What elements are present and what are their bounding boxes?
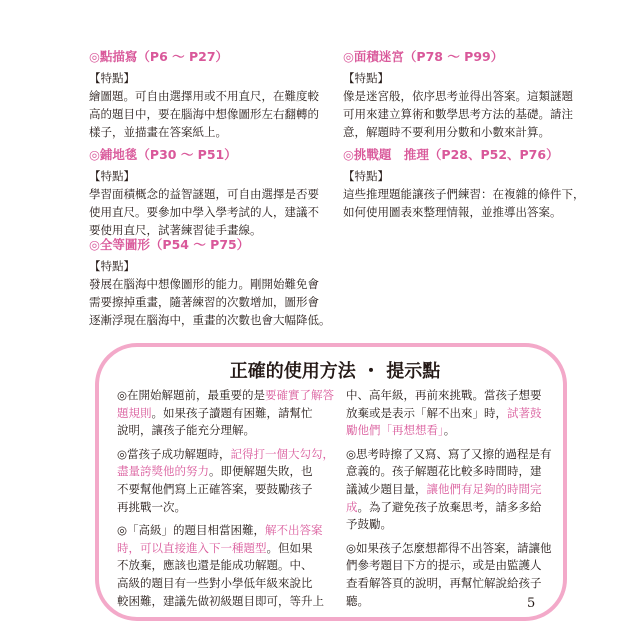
description-line: 逐漸浮現在腦海中，重畫的次數也會大幅降低。 [89, 313, 331, 327]
tip-text: 查看解答頁的說明，再幫忙解說給孩子 [346, 575, 542, 590]
section-congruent-shapes [89, 236, 339, 329]
tip-line [346, 387, 552, 405]
tip-text: 予鼓勵。 [346, 517, 392, 532]
tip-line [117, 557, 334, 575]
highlighted-text: 解不出答案 [265, 523, 323, 538]
section-carpet [89, 146, 339, 239]
highlighted-text: 盡量誇獎他的努力 [117, 464, 209, 479]
feature-label: 【特點】 [343, 169, 389, 183]
description-line: 可用來建立算術和數學思考方法的基礎。請注 [343, 107, 573, 121]
highlighted-text: 試著鼓 [507, 405, 542, 420]
tip-text: 。但如果 [266, 540, 313, 555]
description-line: 發展在腦海中想像圖形的能力。剛開始難免會 [89, 277, 319, 291]
tip-line [346, 481, 552, 499]
tip-text: 不放棄，應該也還是能成功解題。中、 [117, 558, 313, 573]
description-line: 這些推理題能讓孩子們練習：在複雜的條件下， [343, 187, 585, 201]
highlighted-text: 勵他們「再想想看」 [346, 423, 444, 438]
description-line: 學習面積概念的益智謎題，可自由選擇是否要 [89, 187, 319, 201]
tip-text: 較困難，建議先做初級題目即可，等升上 [117, 593, 324, 608]
description-line: 需要擦掉重畫，隨著練習的次數增加，圖形會 [89, 295, 319, 309]
tip-line [117, 405, 334, 423]
tips-right-column [346, 387, 552, 610]
tip-text: 放棄或是表示「解不出來」時， [346, 405, 507, 420]
tip-line [117, 575, 334, 593]
tip-line [346, 575, 552, 593]
page-number: 5 [527, 596, 536, 611]
tip-text: ◎思考時擦了又寫、寫了又擦的過程是有 [346, 446, 552, 461]
tip-line [117, 593, 334, 611]
feature-label: 【特點】 [89, 71, 135, 85]
section-description [89, 185, 339, 239]
tips-box [95, 343, 567, 621]
tip-text: 說明，讓孩子能充分理解。 [117, 423, 255, 438]
tip-text: ◎在開始解題前，最重要的是 [117, 388, 266, 402]
highlighted-text: 讓他們有足夠的時間完 [426, 481, 542, 496]
section-description [89, 275, 339, 329]
feature-label: 【特點】 [89, 169, 135, 183]
tip-line [346, 463, 552, 481]
tip-text: ◎當孩子成功解題時， [117, 446, 231, 461]
description-line: 繪圖題。可自由選擇用或不用直尺，在難度較 [89, 89, 319, 103]
description-line: 如何使用圖表來整理情報，並推導出答案。 [343, 205, 562, 219]
tip-text: 們參考題目下方的提示，或是由監護人 [346, 558, 542, 573]
tip-text: 。 [443, 423, 456, 438]
highlighted-text: 題規則 [117, 405, 152, 420]
section-description [89, 87, 339, 141]
tips-left-column [117, 387, 334, 610]
tips-title: 正確的使用方法 ・ 提示點 [229, 361, 441, 382]
tip-line [117, 446, 334, 464]
section-area-maze [343, 48, 573, 141]
tip-line [346, 557, 552, 575]
tip-text: 議減少題目量， [346, 481, 427, 496]
highlighted-text: 時，可以直接進入下一種題型 [117, 540, 267, 555]
section-dot-drawing [89, 48, 339, 141]
tip-text: 中、高年級，再前來挑戰。當孩子想要 [346, 388, 542, 402]
tip-text: 聽。 [346, 593, 369, 608]
tip-line [117, 499, 334, 517]
section-title: ◎面積迷宮（P78 ～ P99） [343, 49, 504, 64]
section-title: ◎點描寫（P6 ～ P27） [89, 49, 229, 64]
tip-text: ◎「高級」的題目相當困難， [117, 523, 266, 538]
tip-text: 。如果孩子讀題有困難，請幫忙 [151, 405, 313, 420]
section-title: ◎鋪地毯（P30 ～ P51） [89, 147, 237, 162]
description-line: 使用直尺。要參加中學入學考試的人，建議不 [89, 205, 319, 219]
description-line: 要使用直尺，試著練習徒手畫線。 [89, 223, 262, 237]
tip-line [117, 540, 334, 558]
tip-line [117, 522, 334, 540]
tip-line [346, 593, 552, 611]
tip-line [117, 422, 334, 440]
description-line: 樣子，並描畫在答案紙上。 [89, 125, 227, 139]
highlighted-text: 成 [346, 499, 358, 514]
tip-text: ◎如果孩子怎麼想都得不出答案，請讓他 [346, 540, 552, 555]
tip-line [346, 499, 552, 517]
tip-text: 。為了避免孩子放棄思考，請多多給 [357, 499, 542, 514]
section-description [343, 87, 573, 141]
tip-line [117, 463, 334, 481]
highlighted-text: 要確實了解答 [265, 388, 335, 402]
section-description [343, 185, 585, 221]
tip-line [346, 516, 552, 534]
tip-line [346, 405, 552, 423]
tip-line [117, 481, 334, 499]
tip-line [346, 446, 552, 464]
tip-line [117, 387, 334, 405]
description-line: 高的題目中，要在腦海中想像圖形左右翻轉的 [89, 107, 319, 121]
tip-text: 再挑戰一次。 [117, 499, 186, 514]
tip-line [346, 540, 552, 558]
description-line: 像是迷宮般，依序思考並得出答案。這類謎題 [343, 89, 573, 103]
section-challenge-reasoning [343, 146, 585, 221]
tip-text: 。即便解題失敗，也 [209, 464, 313, 479]
description-line: 意，解題時不要利用分數和小數來計算。 [343, 125, 550, 139]
section-title: ◎挑戰題 推理（P28、P52、P76） [343, 147, 559, 162]
highlighted-text: 記得打一個大勾勾， [230, 446, 335, 461]
tip-text: 不要幫他們寫上正確答案，要鼓勵孩子 [117, 481, 313, 496]
feature-label: 【特點】 [343, 71, 389, 85]
feature-label: 【特點】 [89, 259, 135, 273]
tip-text: 高級的題目有一些對小學低年級來說比 [117, 575, 313, 590]
tip-line [346, 422, 552, 440]
tip-text: 意義的。孩子解題花比較多時間時，建 [346, 464, 542, 479]
section-title: ◎全等圖形（P54 ～ P75） [89, 237, 250, 252]
